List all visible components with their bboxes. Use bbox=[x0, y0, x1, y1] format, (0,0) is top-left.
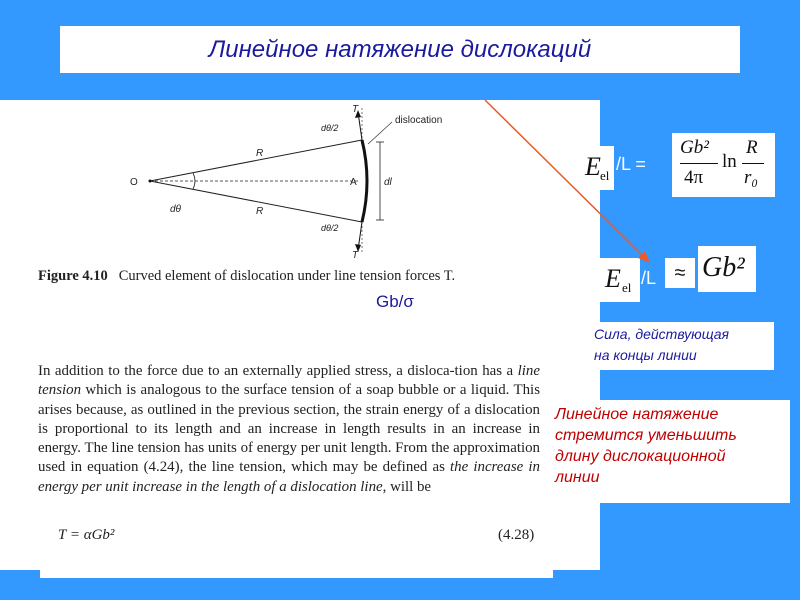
equation-number: (4.28) bbox=[498, 527, 535, 543]
force-callout-line2: на концы линии bbox=[594, 347, 697, 363]
label-dislocation: dislocation bbox=[395, 115, 443, 126]
label-t-top: T bbox=[352, 104, 359, 115]
formula1-numerator: Gb² bbox=[680, 137, 709, 158]
gb-sigma-label: Gb/σ bbox=[376, 292, 414, 311]
label-r-top: R bbox=[256, 148, 264, 159]
formula1-r: R bbox=[746, 137, 758, 158]
label-o: O bbox=[130, 177, 138, 188]
line-tension-equation: T = αGb² bbox=[58, 527, 115, 543]
tension-callout-line4: линии bbox=[555, 469, 600, 486]
figure-caption-number: Figure 4.10 bbox=[38, 268, 108, 284]
formula2-e: E bbox=[605, 264, 621, 293]
formula1-r0: r₀ bbox=[744, 167, 758, 188]
formula2-gb2: Gb² bbox=[702, 252, 745, 283]
paragraph-text-2: which is analogous to the surface tension of a soap bubble or a liquid. This arises because, as outlined in the previous section, the strain energy of a dislocation is proportional to its length and an increase in length results in an increase in energy. The line tension has units of energy per unit length. From the approximation used in equation (4.24), the line tension, which may be defined as bbox=[38, 382, 540, 476]
formula1-e: E bbox=[585, 152, 601, 181]
label-dtheta: dθ bbox=[170, 204, 181, 215]
pointer-arrow-line bbox=[485, 100, 645, 258]
tension-callout-line1: Линейное натяжение bbox=[555, 406, 719, 423]
formula2-approx: ≈ bbox=[674, 262, 686, 284]
tension-callout-line3: длину дислокационной bbox=[555, 448, 726, 465]
formula1-denominator: 4π bbox=[684, 167, 704, 188]
tension-callout-line2: стремится уменьшить bbox=[555, 427, 737, 444]
label-r-bottom: R bbox=[256, 206, 264, 217]
label-t-bottom: T bbox=[352, 250, 359, 261]
figure-caption-text: Curved element of dislocation under line tension forces T. bbox=[118, 268, 456, 284]
force-callout bbox=[590, 322, 774, 370]
line-tension-callout bbox=[550, 400, 790, 503]
formula1-per-l: /L = bbox=[616, 154, 646, 174]
slide-title: Линейное натяжение дислокаций bbox=[208, 35, 592, 63]
paragraph-italic-2: the increase in energy per unit increase in the length of a dislocation line bbox=[38, 459, 540, 495]
label-a: A bbox=[350, 177, 357, 188]
formula1-sub: el bbox=[600, 168, 610, 183]
label-dtheta2-top: dθ/2 bbox=[321, 123, 339, 133]
paragraph-italic-1: line tension bbox=[38, 363, 540, 399]
paragraph-text-3: , will be bbox=[382, 478, 432, 495]
paragraph-text-1: In addition to the force due to an externally applied stress, a disloca-tion has a bbox=[38, 363, 518, 379]
force-callout-line1: Сила, действующая bbox=[594, 326, 730, 342]
label-dtheta2-bottom: dθ/2 bbox=[321, 223, 339, 233]
label-dl: dl bbox=[384, 177, 392, 188]
formula2-per-l: /L bbox=[641, 268, 657, 288]
formula2-sub: el bbox=[622, 280, 632, 295]
formula1-ln: ln bbox=[722, 151, 737, 172]
